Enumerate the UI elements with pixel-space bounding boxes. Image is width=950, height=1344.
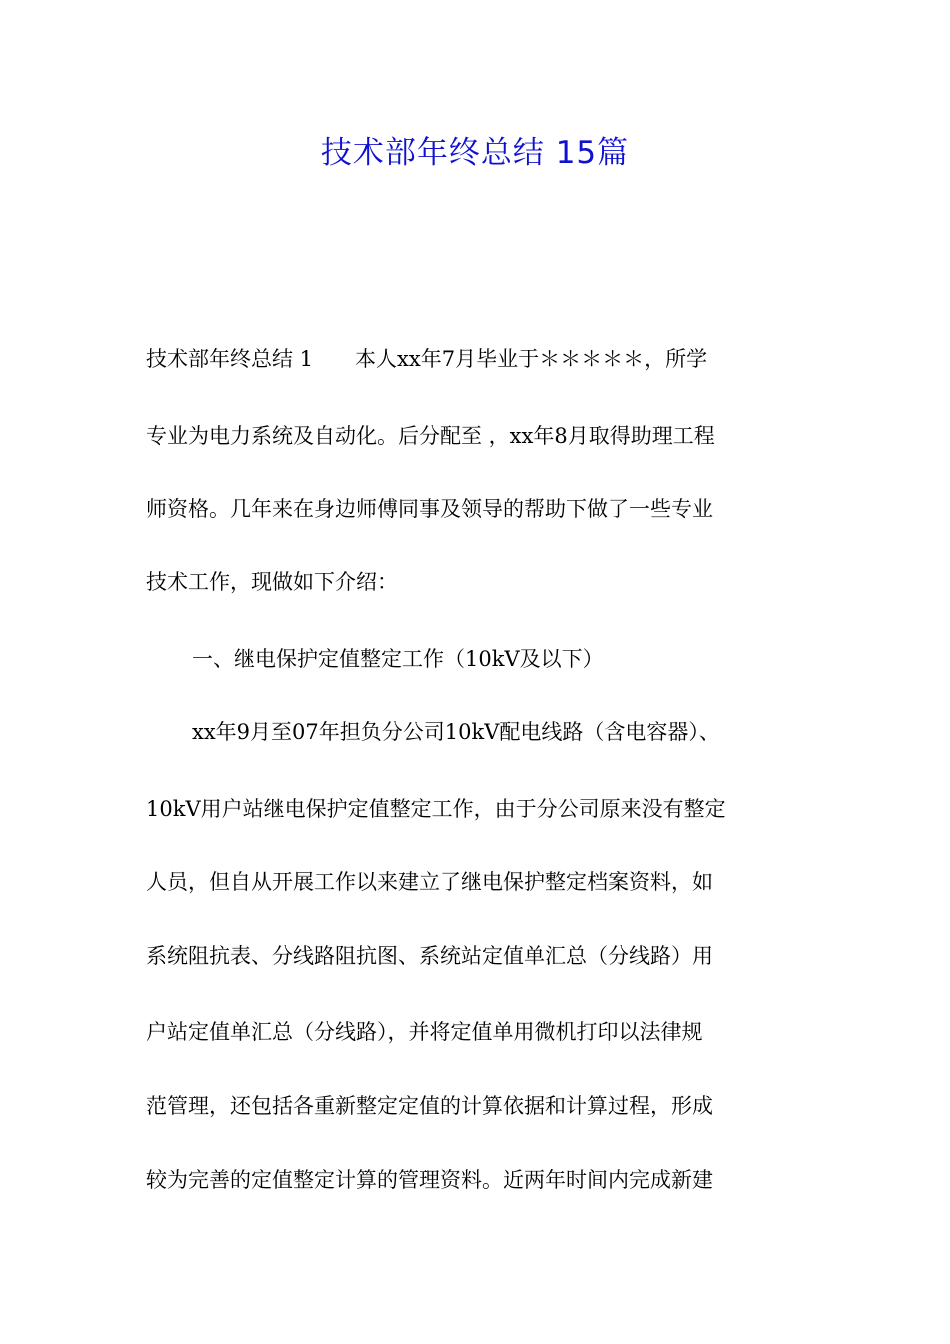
body-line-1: 技术部年终总结 1 本人xx年7月毕业于＊＊＊＊＊，所学: [146, 347, 708, 371]
body-line-7: 10kV用户站继电保护定值整定工作，由于分公司原来没有整定: [146, 797, 726, 821]
body-line-6: xx年9月至07年担负分公司10kV配电线路（含电容器）、: [192, 720, 720, 744]
body-line-9: 系统阻抗表、分线路阻抗图、系统站定值单汇总（分线路）用: [146, 944, 713, 968]
body-line-4: 技术工作，现做如下介绍：: [146, 570, 398, 594]
body-line-11: 范管理，还包括各重新整定定值的计算依据和计算过程，形成: [146, 1094, 713, 1118]
document-title: 技术部年终总结 15篇: [320, 135, 630, 171]
body-line-8: 人员，但自从开展工作以来建立了继电保护整定档案资料，如: [146, 870, 713, 894]
body-line-10: 户站定值单汇总（分线路），并将定值单用微机打印以法律规: [146, 1020, 703, 1044]
body-line-12: 较为完善的定值整定计算的管理资料。近两年时间内完成新建: [146, 1168, 713, 1192]
section-heading-1: 一、继电保护定值整定工作（10kV及以下）: [192, 647, 604, 671]
body-line-2: 专业为电力系统及自动化。后分配至 ，xx年8月取得助理工程: [146, 424, 715, 448]
body-line-3: 师资格。几年来在身边师傅同事及领导的帮助下做了一些专业: [146, 497, 713, 521]
